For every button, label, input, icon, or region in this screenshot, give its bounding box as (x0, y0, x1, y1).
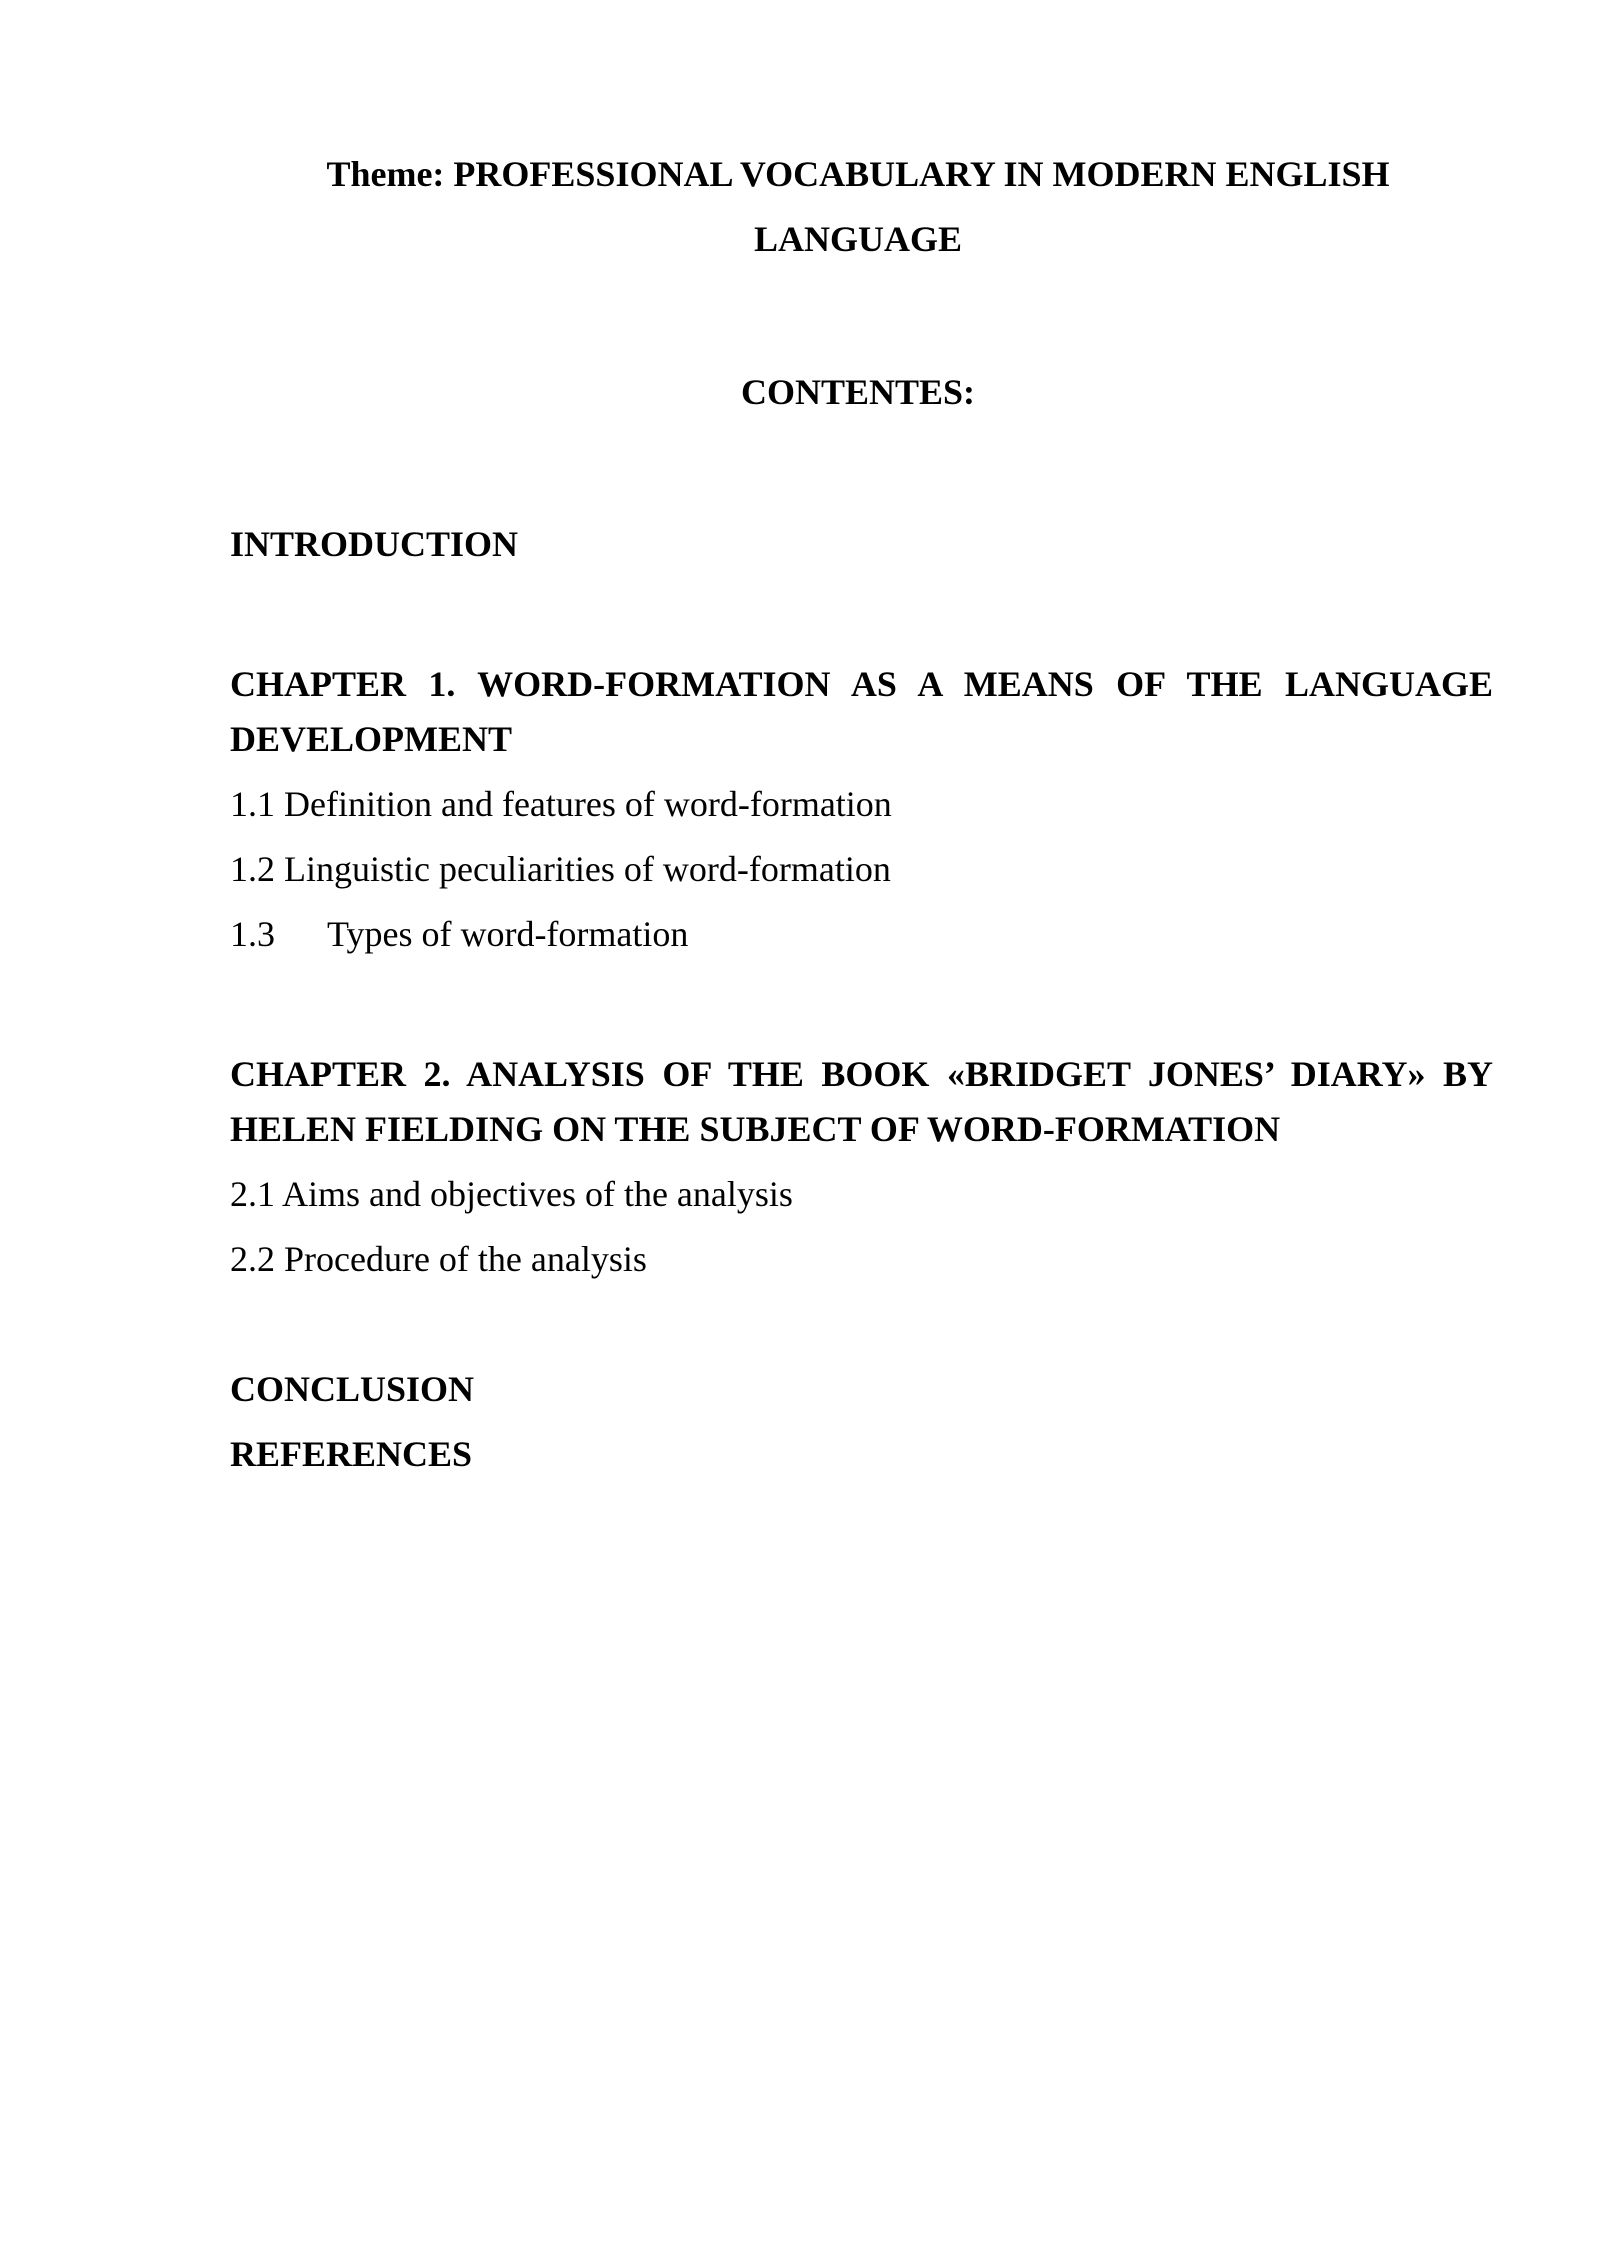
toc-item-1-3-text: Types of word-formation (327, 914, 689, 954)
toc-item-2-2: 2.2 Procedure of the analysis (230, 1239, 647, 1279)
toc-chapter-1-title-line-2: DEVELOPMENT (230, 719, 513, 759)
toc-chapter-2-title-line-2: HELEN FIELDING ON THE SUBJECT OF WORD-FORMATION (230, 1109, 1281, 1149)
toc-chapter-1-title-line-1: CHAPTER 1. WORD-FORMATION AS A MEANS OF THE LANGUAGE (230, 664, 1493, 704)
toc-item-2-1: 2.1 Aims and objectives of the analysis (230, 1174, 793, 1214)
toc-introduction: INTRODUCTION (230, 524, 519, 564)
contents-heading: CONTENTES: (740, 372, 976, 412)
toc-item-1-3-number: 1.3 (230, 914, 275, 954)
toc-item-1-2: 1.2 Linguistic peculiarities of word-formation (230, 849, 891, 889)
toc-conclusion: CONCLUSION (230, 1369, 475, 1409)
toc-chapter-2-title-line-1: CHAPTER 2. ANALYSIS OF THE BOOK «BRIDGET JONES’ DIARY» BY (230, 1054, 1493, 1094)
toc-references: REFERENCES (230, 1434, 473, 1474)
toc-item-1-3 (230, 912, 688, 956)
theme-title-line-1: Theme: PROFESSIONAL VOCABULARY IN MODERN ENGLISH (326, 154, 1390, 194)
theme-title-line-2: LANGUAGE (753, 219, 963, 259)
toc-item-1-1: 1.1 Definition and features of word-formation (230, 784, 892, 824)
